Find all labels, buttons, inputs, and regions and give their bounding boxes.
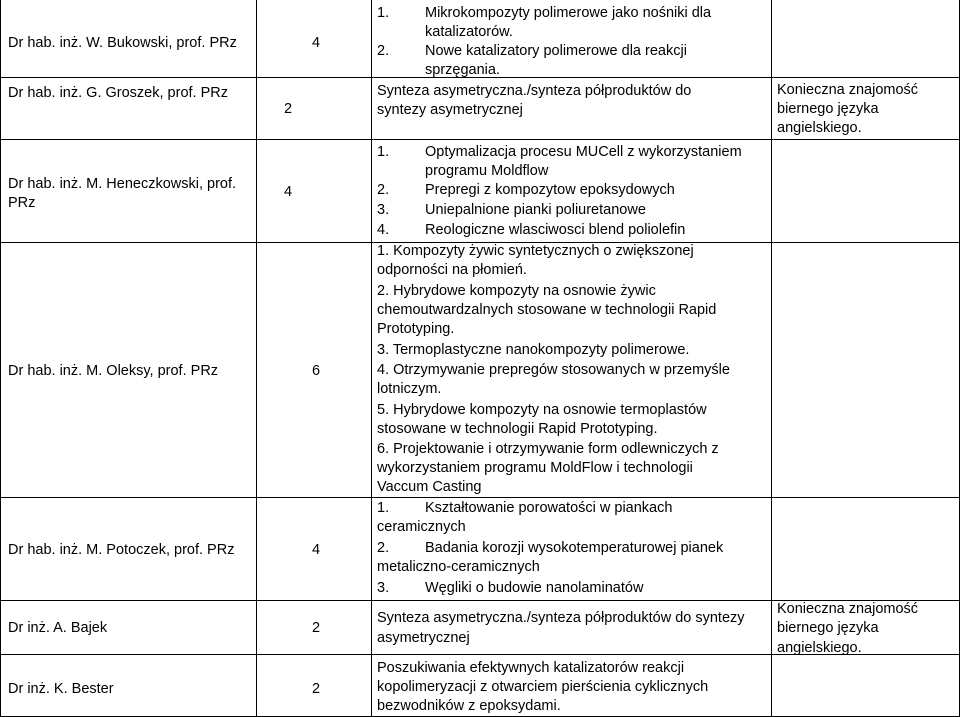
topic-item: 2. Badania korozji wysokotemperaturowej pianek: [377, 540, 724, 556]
topic-line: wykorzystaniem programu MoldFlow i technologii: [377, 460, 693, 476]
topic-item: 2. Nowe katalizatory polimerowe dla reakcji: [377, 43, 687, 59]
supervisor-name: Dr hab. inż. W. Bukowski, prof. PRz: [8, 35, 237, 51]
supervisor-name: Dr hab. inż. M. Potoczek, prof. PRz: [8, 542, 235, 558]
topic-count: 2: [283, 101, 293, 117]
topic-line: chemoutwardzalnych stosowane w technologii Rapid: [377, 302, 717, 318]
topic-line: 6. Projektowanie i otrzymywanie form odlewniczych z: [377, 441, 719, 457]
topic-line: kopolimeryzacji z otwarciem pierścienia cyklicznych: [377, 679, 709, 695]
topic-count: 2: [311, 681, 321, 697]
topic-item: 1. Kształtowanie porowatości w piankach: [377, 500, 673, 516]
topic-count: 4: [311, 542, 321, 558]
topic-item: 2. Prepregi z kompozytow epoksydowych: [377, 182, 675, 198]
requirement-line: Konieczna znajomość: [777, 601, 919, 617]
topic-count: 2: [311, 620, 321, 636]
grid-line: [771, 0, 772, 717]
topic-line: Prototyping.: [377, 321, 455, 337]
topic-line: odporności na płomień.: [377, 262, 527, 278]
topic-line: Synteza asymetryczna./synteza półproduktów do: [377, 83, 692, 99]
requirement-line: angielskiego.: [777, 120, 862, 136]
topic-line: Vaccum Casting: [377, 479, 482, 495]
topic-line: 3. Termoplastyczne nanokompozyty polimerowe.: [377, 342, 690, 358]
topic-line: lotniczym.: [377, 381, 442, 397]
topic-count: 4: [283, 184, 293, 200]
topic-count: 4: [311, 35, 321, 51]
supervisor-name: Dr inż. A. Bajek: [8, 620, 108, 636]
requirement-line: biernego języka: [777, 620, 879, 636]
topic-item-cont: sprzęgania.: [425, 62, 500, 78]
topic-line: asymetrycznej: [377, 630, 470, 646]
topic-line: 2. Hybrydowe kompozyty na osnowie żywic: [377, 283, 656, 299]
supervisor-name-line2: PRz: [8, 195, 36, 211]
topic-item: 1. Mikrokompozyty polimerowe jako nośniki dla: [377, 5, 712, 21]
topic-item: 1. Optymalizacja procesu MUCell z wykorzystaniem: [377, 144, 742, 160]
topic-line: bezwodników z epoksydami.: [377, 698, 561, 714]
supervisor-name: Dr hab. inż. M. Oleksy, prof. PRz: [8, 363, 219, 379]
topic-item: 3. Uniepalnione pianki poliuretanowe: [377, 202, 646, 218]
topic-item: 3. Węgliki o budowie nanolaminatów: [377, 580, 644, 596]
topic-line: 1. Kompozyty żywic syntetycznych o zwiększonej: [377, 243, 694, 259]
grid-line: [0, 139, 960, 140]
topic-item: 4. Reologiczne wlasciwosci blend poliolefin: [377, 222, 686, 238]
topic-line: syntezy asymetrycznej: [377, 102, 523, 118]
requirement-line: angielskiego.: [777, 640, 862, 656]
requirement-line: biernego języka: [777, 101, 879, 117]
topic-line: 4. Otrzymywanie prepregów stosowanych w przemyśle: [377, 362, 730, 378]
supervisor-name-line1: Dr hab. inż. M. Heneczkowski, prof.: [8, 176, 237, 192]
topic-count: 6: [311, 363, 321, 379]
topic-line: stosowane w technologii Rapid Prototyping.: [377, 421, 658, 437]
grid-line: [371, 0, 372, 717]
supervisor-name: Dr hab. inż. G. Groszek, prof. PRz: [8, 85, 228, 101]
topic-item-cont: metaliczno-ceramicznych: [377, 559, 540, 575]
grid-line: [0, 0, 1, 717]
topic-item-cont: ceramicznych: [377, 519, 466, 535]
topic-line: 5. Hybrydowe kompozyty na osnowie termoplastów: [377, 402, 707, 418]
grid-line: [256, 0, 257, 717]
requirement-line: Konieczna znajomość: [777, 82, 919, 98]
topic-item-cont: katalizatorów.: [425, 24, 513, 40]
topic-line: Synteza asymetryczna./synteza półproduktów do syntezy: [377, 610, 745, 626]
topic-item-cont: programu Moldflow: [425, 163, 549, 179]
topic-line: Poszukiwania efektywnych katalizatorów reakcji: [377, 660, 685, 676]
supervisor-name: Dr inż. K. Bester: [8, 681, 114, 697]
